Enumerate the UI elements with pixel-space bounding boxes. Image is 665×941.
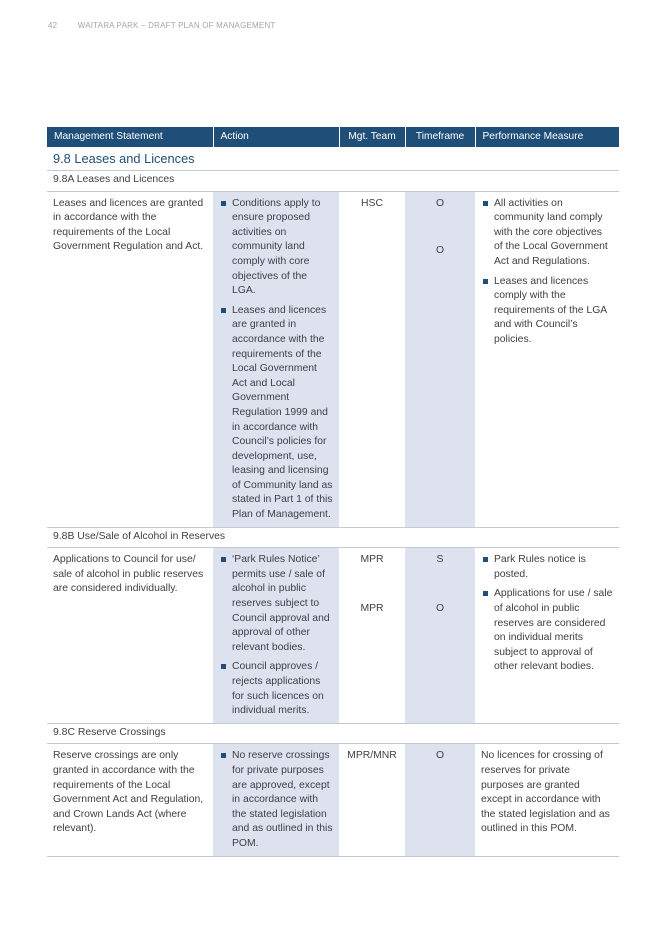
action-text: ‘Park Rules Notice’ permits use / sale of alcohol in public reserves subject to Council approval and approval of other relevant bodies. xyxy=(232,554,330,653)
measure-text: Applications for use / sale of alcohol in public reserves are considered on individual merits subject to approval of other relevant bodies. xyxy=(494,588,613,673)
action-text: Conditions apply to ensure proposed activities on community land comply with core objectives of the LGA. xyxy=(232,197,321,297)
team-value: MPR xyxy=(360,602,384,614)
team-value: MPR xyxy=(360,554,384,566)
measure-text: All activities on community land comply with the core objectives of the Local Government Act and Regulations. xyxy=(494,197,608,267)
timeframe-value: S xyxy=(436,554,444,566)
subsection-title: 9.8C Reserve Crossings xyxy=(47,723,619,744)
document-title: WAITARA PARK – DRAFT PLAN OF MANAGEMENT xyxy=(77,21,276,30)
col-header-timeframe: Timeframe xyxy=(405,127,475,147)
square-bullet-icon xyxy=(221,753,226,758)
square-bullet-icon xyxy=(483,279,488,284)
subsection-row xyxy=(47,527,619,548)
list-item xyxy=(219,749,333,851)
section-row xyxy=(47,147,619,171)
measure-text: Leases and licences comply with the requirements of the LGA and with Council’s policies. xyxy=(494,275,607,345)
timeframe-value: O xyxy=(435,197,445,209)
subsection-title: 9.8B Use/Sale of Alcohol in Reserves xyxy=(47,527,619,548)
measure-cell xyxy=(475,191,619,527)
team-value: HSC xyxy=(361,197,383,209)
statement-cell: Reserve crossings are only granted in accordance with the requirements of the Local Government Act and Regulation, and Crown Lands Act (where relevant). xyxy=(47,744,213,856)
action-text: Leases and licences are granted in accordance with the requirements of the Local Government Act and Local Government Regulation 1999 and in accordance with Council’s policies for development, use, leasing and licensing of Community land as stated in Part 1 of this Plan of Management. xyxy=(232,304,333,521)
team-value: MPR/MNR xyxy=(347,750,397,762)
square-bullet-icon xyxy=(483,591,488,596)
measure-text: Park Rules notice is posted. xyxy=(494,554,586,580)
measure-cell: No licences for crossing of reserves for private purposes are granted except in accordance with the stated legislation and as outlined in this POM. xyxy=(475,744,619,856)
square-bullet-icon xyxy=(221,557,226,562)
col-header-team: Mgt. Team xyxy=(339,127,405,147)
team-cell xyxy=(339,191,405,527)
square-bullet-icon xyxy=(483,557,488,562)
list-item xyxy=(219,553,333,655)
timeframe-value: O xyxy=(435,602,445,614)
col-header-statement: Management Statement xyxy=(47,127,213,147)
timeframe-value: O xyxy=(435,750,445,762)
timeframe-cell xyxy=(405,191,475,527)
table-row xyxy=(47,191,619,527)
square-bullet-icon xyxy=(221,664,226,669)
table-row xyxy=(47,744,619,856)
action-cell xyxy=(213,548,339,724)
statement-cell: Leases and licences are granted in accordance with the requirements of the Local Government Regulation and Act. xyxy=(47,191,213,527)
action-text: Council approves / rejects applications for such licences on individual merits. xyxy=(232,661,324,717)
list-item xyxy=(219,197,333,299)
list-item xyxy=(481,553,613,582)
list-item xyxy=(219,660,333,718)
measure-cell xyxy=(475,548,619,724)
col-header-action: Action xyxy=(213,127,339,147)
subsection-row xyxy=(47,171,619,192)
subsection-row xyxy=(47,723,619,744)
square-bullet-icon xyxy=(221,308,226,313)
square-bullet-icon xyxy=(483,201,488,206)
section-title: 9.8 Leases and Licences xyxy=(53,150,195,166)
action-cell xyxy=(213,191,339,527)
management-table xyxy=(47,127,619,857)
team-cell xyxy=(339,744,405,856)
statement-cell: Applications to Council for use/ sale of alcohol in public reserves are considered individually. xyxy=(47,548,213,724)
col-header-measure: Performance Measure xyxy=(475,127,619,147)
square-bullet-icon xyxy=(221,201,226,206)
list-item xyxy=(219,304,333,523)
table-row xyxy=(47,548,619,724)
running-header xyxy=(48,21,276,30)
list-item xyxy=(481,275,613,348)
table-header-row xyxy=(47,127,619,147)
timeframe-cell xyxy=(405,744,475,856)
timeframe-value: O xyxy=(435,245,445,257)
list-item xyxy=(481,197,613,270)
timeframe-cell xyxy=(405,548,475,724)
action-text: No reserve crossings for private purposes are approved, except in accordance with the stated legislation and as outlined in this POM. xyxy=(232,750,333,849)
subsection-title: 9.8A Leases and Licences xyxy=(47,171,619,192)
action-cell xyxy=(213,744,339,856)
page-number: 42 xyxy=(48,21,58,30)
list-item xyxy=(481,587,613,675)
team-cell xyxy=(339,548,405,724)
